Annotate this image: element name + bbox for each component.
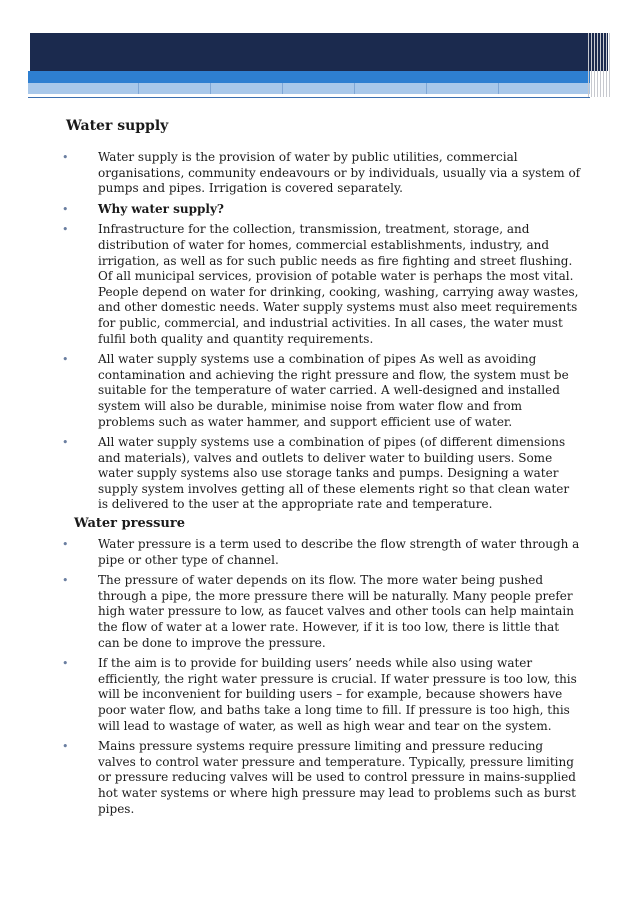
- header-grid-pattern: [588, 33, 610, 97]
- bullet-icon: •: [62, 740, 69, 754]
- section-title-water-supply: Water supply: [66, 118, 169, 134]
- bullet-icon: •: [62, 353, 69, 367]
- header-banner: [0, 0, 638, 110]
- header-tick: [282, 83, 283, 94]
- list-item: • Why water supply?: [62, 201, 224, 216]
- header-tick: [426, 83, 427, 94]
- list-item: • The pressure of water depends on its flow. The more water being pushed through a pipe, the more pressure there will be naturally. Many people prefer high water pressure to low, as faucet valves and other tools can help maintain the flow of water at a lower rate. However, if it is too low, there is little that can be done to improve the pressure.: [62, 573, 574, 650]
- bullet-icon: •: [62, 574, 69, 588]
- bullet-icon: •: [62, 436, 69, 450]
- list-item: • Mains pressure systems require pressure limiting and pressure reducing valves to control water pressure and temperature. Typically, pressure limiting or pressure reducing valves will be used to control pressure in mains-supplied hot water systems or where high pressure may lead to problems such as burst pipes.: [62, 739, 576, 816]
- list-item: • All water supply systems use a combination of pipes As well as avoiding contamination and achieving the right pressure and flow, the system must be suitable for the temperature of water carried. A well-designed and installed system will also be durable, minimise noise from water flow and from problems such as water hammer, and support efficient use of water.: [62, 352, 569, 429]
- section-title-water-pressure: Water pressure: [74, 516, 185, 531]
- header-navy-bar: [30, 33, 608, 71]
- header-blue-bar: [28, 71, 590, 83]
- water-supply-list: [62, 150, 582, 518]
- header-tick: [498, 83, 499, 94]
- list-item: • Water supply is the provision of water by public utilities, commercial organisations, community endeavours or by individuals, usually via a system of pumps and pipes. Irrigation is covered separately.: [62, 150, 581, 196]
- bullet-icon: •: [62, 538, 69, 551]
- bullet-icon: •: [62, 223, 69, 237]
- header-light-blue-bar: [28, 83, 590, 94]
- bullet-icon: •: [62, 657, 69, 671]
- water-pressure-list: [62, 537, 582, 822]
- header-tick: [138, 83, 139, 94]
- list-item: • Infrastructure for the collection, transmission, treatment, storage, and distribution of water for homes, commercial establishments, industry, and irrigation, as well as for such public needs as fire fighting and street flushing. Of all municipal services, provision of potable water is perhaps the most vital. People depend on water for drinking, cooking, washing, carrying away wastes, and other domestic needs. Water supply systems must also meet requirements for public, commercial, and industrial activities. In all cases, the water must fulfil both quality and quantity requirements.: [62, 222, 579, 346]
- bullet-icon: •: [62, 202, 69, 216]
- list-item: • If the aim is to provide for building users’ needs while also using water efficiently, the right water pressure is crucial. If water pressure is too low, this will be inconvenient for building users – for example, because showers have poor water flow, and baths take a long time to fill. If pressure is too high, this will lead to wastage of water, as well as high wear and tear on the system.: [62, 656, 577, 733]
- list-item: • All water supply systems use a combination of pipes (of different dimensions and materials), valves and outlets to deliver water to building users. Some water supply systems also use storage tanks and pumps. Designing a water supply system involves getting all of these elements right so that clean water is delivered to the user at the appropriate rate and temperature.: [62, 435, 570, 512]
- bullet-icon: •: [62, 151, 69, 164]
- header-tick: [354, 83, 355, 94]
- header-tick: [210, 83, 211, 94]
- header-rule: [28, 97, 590, 98]
- list-item: • Water pressure is a term used to describe the flow strength of water through a pipe or other type of channel.: [62, 537, 580, 567]
